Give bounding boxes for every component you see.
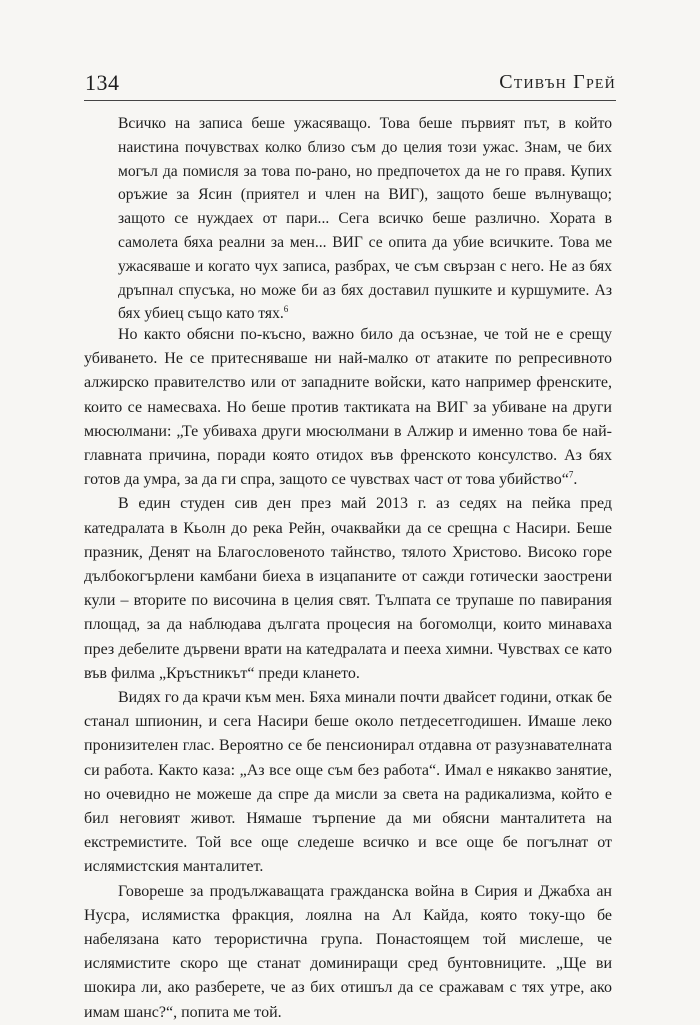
paragraph: Видях го да крачи към мен. Бяха минали почти двайсет години, откак бе станал шпионин, и сега Насири беше около петдесетгодишен. Имаше леко пронизителен глас. Вероятно се бе пенсионирал отдавна от разузнавателната си работа. Както каза: „Аз все още съм без работа“. Имал е някакво занятие, но очевидно не можеше да спре да мисли за света на радикализма, който е бил неговият живот. Нямаше търпение да ми обясни манталитета на екстремистите. Той все още следеше всичко и все още бе погълнат от ислямистския манталитет.	[84, 689, 612, 876]
footnote-ref: 7	[568, 469, 574, 480]
paragraph	[84, 323, 612, 492]
header-rule	[84, 100, 616, 101]
block-quote-paragraph	[118, 112, 612, 326]
paragraph: В един студен сив ден през май 2013 г. аз седях на пейка пред катедралата в Кьолн до река Рейн, очаквайки да се срещна с Насири. Беше празник, Денят на Благословеното тайнство, тялото Христово. Високо горе дълбокогърлени камбани биеха в изцапаните от сажди готически заострени кули – вторите по височина в целия свят. Тълпата се трупаше по павирания площад, за да наблюдава дългата процесия на богомолци, които минаваха през дебелите дървени врати на катедралата и пееха химни. Чувствах се като във филма „Кръстникът“ преди клането.	[84, 495, 612, 682]
running-head: Стивън Грей	[499, 71, 616, 93]
footnote-ref: 6	[283, 304, 289, 315]
paragraph: Говореше за продължаващата гражданска война в Сирия и Джабха ан Нусра, ислямистка фракция, лоялна на Ал Кайда, която току-що бе набелязана като терористична група. Понастоящем той мислеше, че ислямистите скоро ще станат доминиращи сред бунтовниците. „Ще ви шокира ли, ако разберете, че аз бих отишъл да се сражавам с тях утре, ако имам шанс?“, попита ме той.	[84, 882, 612, 1021]
paragraph-tail: .	[573, 471, 578, 489]
page-number: 134	[85, 70, 120, 95]
block-quote	[118, 112, 612, 326]
body-text	[84, 323, 612, 1025]
block-quote-text: Всичко на записа беше ужасяващо. Това беше първият път, в който наистина почувствах колко близо съм до целия този ужас. Знам, че бих могъл да помисля за това по-рано, но предпочетох да не го правя. Купих оръжие за Ясин (приятел и член на ВИГ), защото беше вълнуващо; защото се нуждаех от пари... Сега всичко беше различно. Хората в самолета бяха реални за мен... ВИГ се опита да убие всичките. Това ме ужасяваше и когато чух записа, разбрах, че съм свързан с него. Не аз бях дръпнал спусъка, но може би аз бях доставил пушките и куршумите. Аз бях убиец също като тях.	[118, 115, 612, 323]
paragraph-text: Но както обясни по-късно, важно било да осъзнае, че той не е срещу убиването. Не се притесняваше ни най-малко от атаките по репресивното алжирско правителство или от западните войски, като например френските, които се намесваха. Но беше против тактиката на ВИГ за убиване на други мюсюлмани: „Те убиваха други мюсюлмани в Алжир и именно това бе най-главната причина, поради която отидох във френското консулство. Аз бях готов да умра, за да ги спра, защото се чувствах част от това убийство“	[84, 326, 612, 489]
